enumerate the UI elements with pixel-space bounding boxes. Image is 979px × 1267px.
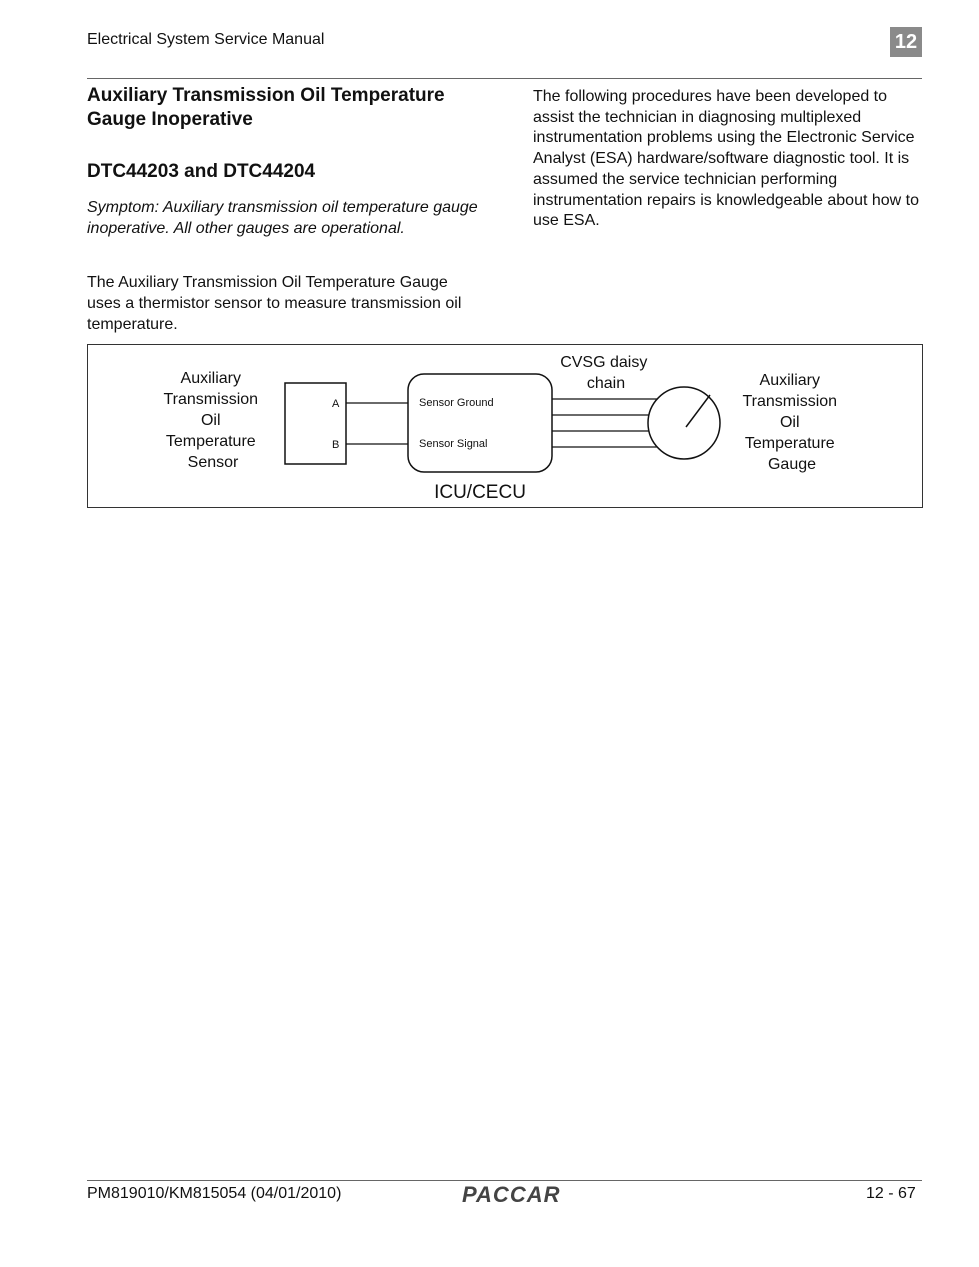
- section-title: Auxiliary Transmission Oil Temperature Gauge Inoperative: [87, 85, 445, 130]
- manual-title: Electrical System Service Manual: [87, 31, 325, 48]
- procedure-intro: The following procedures have been developed to assist the technician in diagnosing multiplexed instrumentation problems using the Electronic Service Analyst (ESA) hardware/software diagnostic tool. It is assumed the service technician performing instrumentation repairs is knowledgeable about how to use ESA.: [533, 88, 920, 230]
- pin-b-label: B: [332, 439, 340, 451]
- gauge-label: Auxiliary Transmission Oil Temperature Gauge: [742, 372, 838, 473]
- header-divider: [87, 78, 922, 79]
- module-label: ICU/CECU: [434, 482, 526, 503]
- paccar-logo: PACCAR: [462, 1182, 561, 1207]
- chapter-badge: 12: [890, 27, 922, 57]
- sensor-label: Auxiliary Transmission Oil Temperature Sensor: [163, 370, 259, 471]
- page-number: 12 - 67: [866, 1185, 916, 1202]
- wiring-diagram-svg: [88, 345, 922, 507]
- wiring-diagram: [87, 344, 923, 508]
- icu-module-box: [408, 374, 552, 472]
- pin-a-label: A: [332, 398, 340, 410]
- sensor-box: [285, 383, 346, 464]
- gauge-dial: [648, 387, 720, 459]
- gauge-description: The Auxiliary Transmission Oil Temperature Gauge uses a thermistor sensor to measure transmission oil temperature.: [87, 274, 462, 333]
- dtc-heading: DTC44203 and DTC44204: [87, 161, 316, 182]
- symptom-text: Symptom: Auxiliary transmission oil temperature gauge inoperative. All other gauges are operational.: [87, 199, 478, 237]
- daisy-chain-label: CVSG daisy chain: [560, 354, 648, 392]
- sensor-signal-label: Sensor Signal: [419, 438, 488, 450]
- document-number: PM819010/KM815054 (04/01/2010): [87, 1185, 342, 1202]
- sensor-ground-label: Sensor Ground: [419, 397, 494, 409]
- footer-divider: [87, 1180, 922, 1181]
